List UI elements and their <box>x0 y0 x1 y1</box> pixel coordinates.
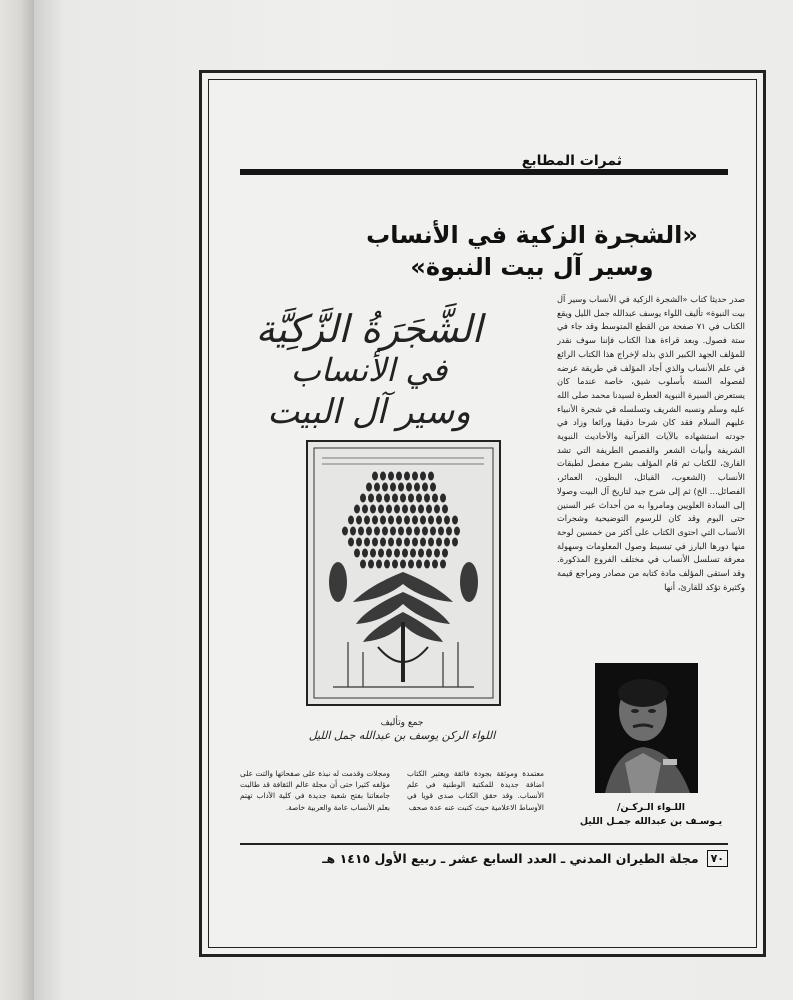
footer-text: مجلة الطيران المدني ـ العدد السابع عشر ـ ربيع الأول ١٤١٥ هـ <box>322 850 699 866</box>
page-footer <box>240 845 728 871</box>
author-credit-name: اللواء الركن يوسف بن عبدالله جمل الليل <box>308 729 496 742</box>
headline-line-2: وسير آل بيت النبوة» <box>410 253 654 281</box>
page-number: ٧٠ <box>707 850 728 867</box>
family-tree-illustration <box>306 440 501 706</box>
calligraphy-line-1: الشَّجَرَةُ الزَّكِيَّة <box>255 307 483 351</box>
author-credit-label: جمع وتأليف <box>380 718 424 728</box>
family-tree-icon <box>308 442 499 704</box>
article-body-bottom-column-2: ومجلات وقدمت له نبذة على صفحاتها والتت على مؤلفه كثيرا حتى أن مجلة عالم الثقافة قد طالبت جامعاتنا بفتح شعبة جديدة في كلية الآداب تهتم بعلم الأنساب عامة والعربية خاصة. <box>240 769 390 812</box>
page-frame <box>199 70 766 957</box>
calligraphy-line-2: في الأنساب <box>290 351 448 389</box>
magazine-page <box>34 0 793 1000</box>
photo-caption-name: يـوسـف بن عبدالله جمـل الليل <box>579 816 723 827</box>
author-photo <box>595 663 698 793</box>
headline-line-1: «الشجرة الزكية في الأنساب <box>366 221 698 249</box>
article-body-right-column: صدر حديثا كتاب «الشجرة الزكية في الأنساب وسير آل بيت النبوة» تأليف اللواء يوسف عبدالله جمل الليل ويقع الكتاب في ٧١ صفحة من القطع المتوسط وقد جاء في ستة فصول. وبعد قراءة هذا الكتاب فإننا سوف نقدر للمؤلف الجهد الكبير الذي بذله لإخراج هذا الكتاب الرائع في علم الأنساب والذي أجاد المؤلف في طريقة عرضه لفصوله الستة بأسلوب شيق، خاصة عندما كان يستعرض السيرة النبوية العطرة لسيدنا محمد صلى الله عليه وسلم ونسبه الشريف وتسلسله في شجرة الأنبياء عليهم السلام فقد كان شرحا دقيقا ورائعا وزاد في جودته استشهاده بالآيات القرآنية والأحاديث النبوية الشريفة وأبيات الشعر والقصص الطريفة التي تشد القارئ، للكتاب ثم قام المؤلف بشرح مفصل لطبقات الأنساب (الشعوب، القبائل، البطون، العمائر، الفصائل... الخ) ثم إلى شرح جيد لتاريخ آل البيت وصولا إلى السادة العلويين ومامروا به من أحداث عبر السنين حتى اليوم وقد كان للرسوم التوضيحية وشجرات الأنساب التي احتوى الكتاب على أكثر من خمسين لوحة منها دورها البارز في تبسيط وصول المعلومات وسهولة معرفة تسلسل الأنساب في مختلف الفروع المذكورة. وقد استقى المؤلف مادة كتابه من مصادر ومراجع قيمة وكثيرة تؤكد للقارئ، أنها <box>557 294 745 592</box>
article-headline <box>342 219 722 283</box>
section-label: ثمرات المطابع <box>516 153 628 169</box>
photo-caption-title: اللـواء الـركـن/ <box>616 802 686 813</box>
portrait-icon <box>595 663 698 793</box>
calligraphy-line-3: وسير آل البيت <box>267 392 471 432</box>
photo-caption <box>557 801 745 829</box>
book-title-calligraphy <box>244 308 494 448</box>
article-body-bottom-column-1: معتمدة وموثقة بجودة فائقة ويعتبر الكتاب اضافة جديدة للمكتبة الوطنية في علم الأنساب. وقد حقق الكتاب صدى قويا في الأوساط الاعلامية حيث كتبت عنه عدة صحف <box>407 769 544 812</box>
section-bar <box>240 169 728 175</box>
desk-edge <box>0 0 34 1000</box>
